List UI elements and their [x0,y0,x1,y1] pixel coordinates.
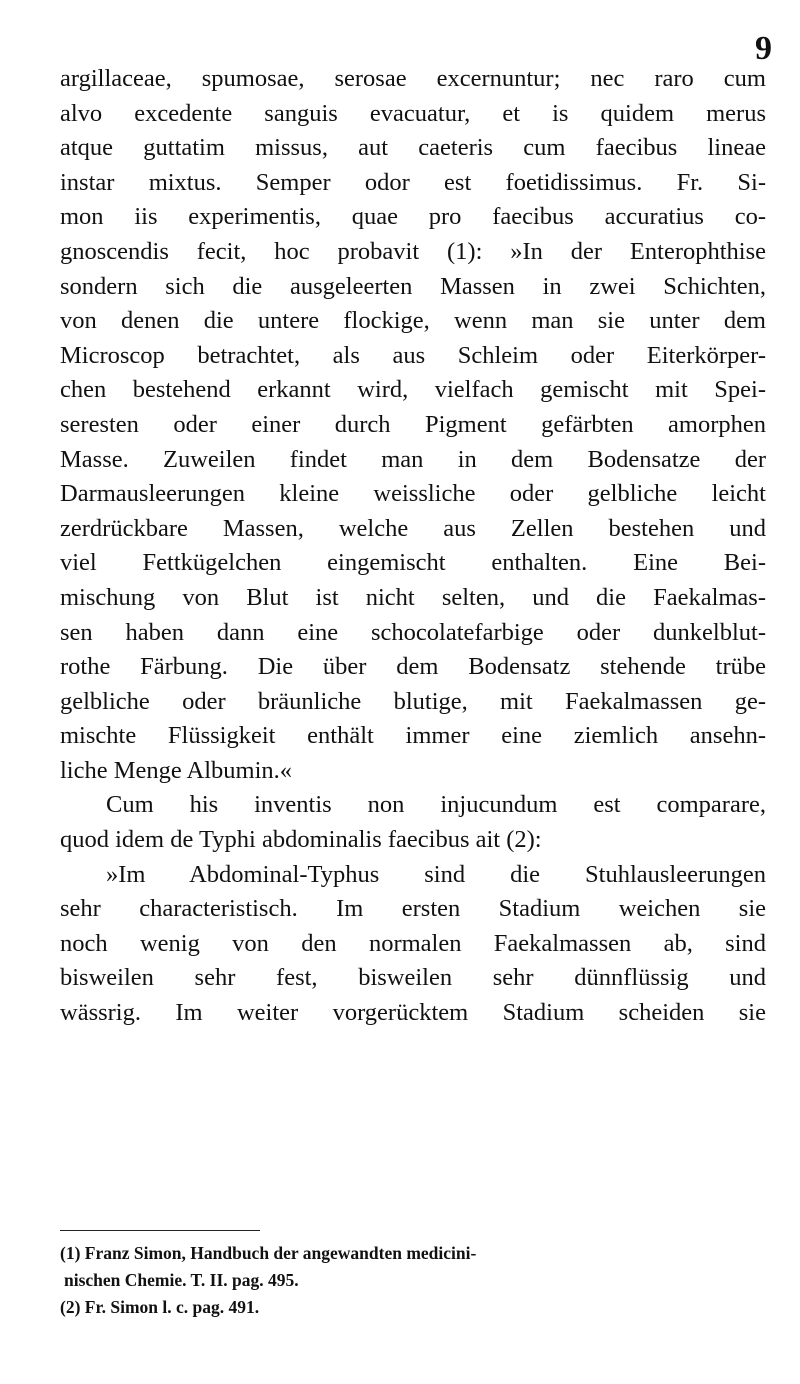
text-line: quod idem de Typhi abdominalis faecibus ait (2): [60,826,542,854]
text-line: wässrig. Im weiter vorgerücktem Stadium scheiden sie [60,999,766,1027]
text-line: chen bestehend erkannt wird, vielfach gemischt mit Spei- [60,376,766,404]
footnote-line: (1) Franz Simon, Handbuch der angewandten medicini- [60,1243,477,1263]
body-text [60,62,766,1031]
text-line: gnoscendis fecit, hoc probavit (1): »In der Enterophthise [60,237,766,265]
text-line: Cum his inventis non injucundum est comparare, [106,791,766,819]
text-line: argillaceae, spumosae, serosae excernuntur; nec raro cum [60,65,766,92]
footnote-line: (2) Fr. Simon l. c. pag. 491. [60,1297,260,1317]
text-line: Masse. Zuweilen findet man in dem Bodensatze der [60,445,766,473]
text-line: sondern sich die ausgeleerten Massen in zwei Schichten, [60,272,766,300]
text-line: sehr characteristisch. Im ersten Stadium weichen sie [60,895,766,923]
text-line: alvo excedente sanguis evacuatur, et is quidem merus [60,99,766,127]
text-line: liche Menge Albumin.« [60,756,293,784]
text-line: instar mixtus. Semper odor est foetidissimus. Fr. Si- [60,168,766,196]
text-line: bisweilen sehr fest, bisweilen sehr dünnflüssig und [60,964,766,992]
text-line: sen haben dann eine schocolatefarbige oder dunkelblut- [60,618,766,646]
text-line: von denen die untere flockige, wenn man sie unter dem [60,307,766,335]
text-line: Darmausleerungen kleine weissliche oder gelbliche leicht [60,480,766,508]
text-line: noch wenig von den normalen Faekalmassen ab, sind [60,929,766,957]
text-line: seresten oder einer durch Pigment gefärbten amorphen [60,410,766,438]
text-line: viel Fettkügelchen eingemischt enthalten. Eine Bei- [60,549,766,577]
text-line: mischte Flüssigkeit enthält immer eine ziemlich ansehn- [60,722,766,750]
footnote-divider [60,1230,260,1231]
text-line: mon iis experimentis, quae pro faecibus accuratius co- [60,203,766,231]
text-line: zerdrückbare Massen, welche aus Zellen bestehen und [60,514,766,542]
text-line: mischung von Blut ist nicht selten, und die Faekalmas- [60,583,766,611]
footnote-line: nischen Chemie. T. II. pag. 495. [64,1270,299,1290]
page-number: 9 [755,30,772,67]
text-line: atque guttatim missus, aut caeteris cum faecibus lineae [60,134,766,162]
text-line: »Im Abdominal-Typhus sind die Stuhlausleerungen [106,860,766,888]
text-line: gelbliche oder bräunliche blutige, mit Faekalmassen ge- [60,687,766,715]
footnotes [60,1240,766,1321]
text-line: rothe Färbung. Die über dem Bodensatz stehende trübe [60,653,766,681]
text-line: Microscop betrachtet, als aus Schleim oder Eiterkörper- [60,341,766,369]
